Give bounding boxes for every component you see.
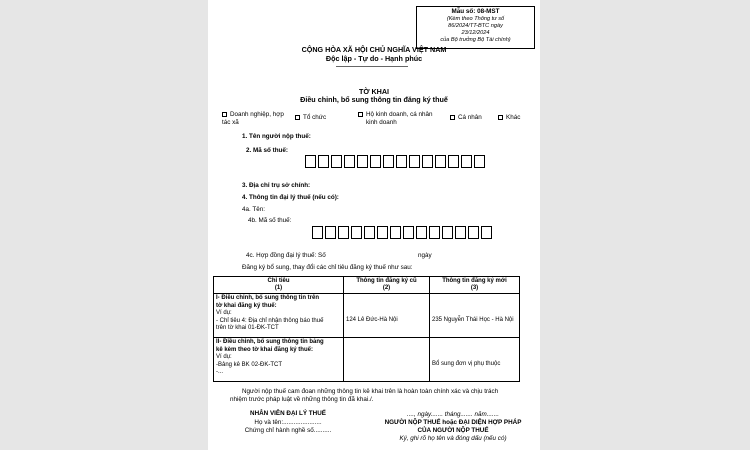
table-cell[interactable]: Bổ sung đơn vị phụ thuộc (430, 338, 520, 382)
digit-cell[interactable] (481, 226, 492, 239)
table-row (214, 338, 520, 382)
checkbox-icon[interactable] (450, 115, 455, 120)
digit-cell[interactable] (396, 155, 407, 168)
digit-cell[interactable] (461, 155, 472, 168)
digit-cell[interactable] (377, 226, 388, 239)
field-taxpayer-name: 1. Tên người nộp thuế: (242, 133, 311, 140)
signature-note: Ký, ghi rõ họ tên và đóng dấu (nếu có) (399, 435, 507, 442)
table-header-row (214, 277, 520, 294)
checkbox-icon[interactable] (295, 115, 300, 120)
field-agent-name: 4a. Tên: (242, 206, 265, 213)
digit-cell[interactable] (370, 155, 381, 168)
digit-cell[interactable] (455, 226, 466, 239)
form-note-line: 86/2024/TT-BTC ngày (448, 23, 503, 29)
digit-cell[interactable] (305, 155, 316, 168)
digit-cell[interactable] (338, 226, 349, 239)
form-note-line: (Kèm theo Thông tư số (446, 16, 505, 22)
digit-cell[interactable] (325, 226, 336, 239)
country-heading: CỘNG HÒA XÃ HỘI CHỦ NGHĨA VIỆT NAM (301, 45, 447, 54)
field-agent-tax-code: 4b. Mã số thuế: (248, 217, 292, 224)
checkbox-other[interactable]: Khác (498, 114, 520, 122)
digit-cell[interactable] (357, 155, 368, 168)
checkbox-organization[interactable]: Tổ chức (295, 114, 326, 122)
digit-cell[interactable] (435, 155, 446, 168)
table-header: Chỉ tiêu (1) (214, 277, 344, 294)
digit-cell[interactable] (429, 226, 440, 239)
table-cell[interactable]: 235 Nguyễn Thái Học - Hà Nội (430, 294, 520, 338)
digit-cell[interactable] (344, 155, 355, 168)
table-cell: I- Điều chỉnh, bổ sung thông tin trên tờ khai đăng ký thuế: Ví dụ: - Chỉ tiêu 4: Địa chỉ nhận thông báo thuế trên tờ khai 01-ĐK-TCT (214, 294, 344, 338)
digit-cell[interactable] (351, 226, 362, 239)
checkbox-icon[interactable] (498, 115, 503, 120)
digit-cell[interactable] (331, 155, 342, 168)
form-note-line: của Bộ trưởng Bộ Tài chính) (440, 37, 511, 43)
tax-form-page (208, 0, 540, 450)
digit-cell[interactable] (474, 155, 485, 168)
table-cell: II- Điều chỉnh, bổ sung thông tin bảng kê kèm theo tờ khai đăng ký thuế: Ví dụ: -Bảng kê BK 02-ĐK-TCT -... (214, 338, 344, 382)
declaration: nhiệm trước pháp luật về những thông tin đã khai./. (230, 396, 374, 403)
field-tax-code: 2. Mã số thuế: (246, 147, 288, 154)
form-note-line: 23/12/2024 (461, 30, 490, 36)
digit-cell[interactable] (448, 155, 459, 168)
digit-cell[interactable] (390, 226, 401, 239)
sign-date: ...., ngày....... tháng....... năm....... (407, 411, 499, 418)
taxpayer-representative-title: NGƯỜI NỘP THUẾ hoặc ĐẠI DIỆN HỢP PHÁP (384, 419, 522, 426)
form-number-box (416, 6, 535, 49)
changes-table (213, 276, 520, 382)
table-header: Thông tin đăng ký mới (3) (430, 277, 520, 294)
checkbox-individual[interactable]: Cá nhân (450, 114, 482, 122)
tax-code-input[interactable] (305, 155, 487, 168)
digit-cell[interactable] (416, 226, 427, 239)
checkbox-household-business[interactable]: Hộ kinh doanh, cá nhân (358, 111, 433, 119)
digit-cell[interactable] (383, 155, 394, 168)
checkbox-label-line2: kinh doanh (366, 119, 397, 126)
digit-cell[interactable] (468, 226, 479, 239)
table-cell[interactable] (344, 338, 430, 382)
digit-cell[interactable] (364, 226, 375, 239)
declaration: Người nộp thuế cam đoan những thông tin kê khai trên là hoàn toàn chính xác và chịu trách (242, 388, 499, 395)
digit-cell[interactable] (442, 226, 453, 239)
form-title: TỜ KHAI (358, 87, 390, 96)
checkbox-icon[interactable] (358, 112, 363, 117)
checkbox-icon[interactable] (222, 112, 227, 117)
agent-tax-code-input[interactable] (312, 226, 494, 239)
field-head-office-address: 3. Địa chỉ trụ sở chính: (242, 182, 311, 189)
motto: Độc lập - Tự do - Hạnh phúc (325, 54, 423, 63)
digit-cell[interactable] (422, 155, 433, 168)
table-cell[interactable]: 124 Lê Đức-Hà Nội (344, 294, 430, 338)
table-header: Thông tin đăng ký cũ (2) (344, 277, 430, 294)
agent-staff-name: Họ và tên:...................... (254, 419, 322, 426)
field-agent-contract: 4c. Hợp đồng đại lý thuế: Số (246, 252, 326, 259)
agent-staff-title: NHÂN VIÊN ĐẠI LÝ THUẾ (250, 410, 326, 417)
digit-cell[interactable] (318, 155, 329, 168)
agent-staff-certificate: Chứng chỉ hành nghề số.......... (244, 427, 332, 434)
digit-cell[interactable] (403, 226, 414, 239)
motto-underline (336, 66, 408, 67)
taxpayer-representative-title: CỦA NGƯỜI NỘP THUẾ (417, 427, 489, 434)
checkbox-label-line2: tác xã (222, 119, 239, 126)
table-intro: Đăng ký bổ sung, thay đổi các chỉ tiêu đăng ký thuế như sau: (242, 264, 413, 271)
field-agent-contract-date: ngày (418, 252, 432, 259)
form-subtitle: Điều chỉnh, bổ sung thông tin đăng ký thuế (300, 95, 448, 104)
field-tax-agent-info: 4. Thông tin đại lý thuế (nếu có): (242, 194, 339, 201)
form-number: Mẫu số: 08-MST (451, 8, 500, 15)
checkbox-enterprise[interactable]: Doanh nghiệp, hợp (222, 111, 284, 119)
digit-cell[interactable] (409, 155, 420, 168)
table-row (214, 294, 520, 338)
digit-cell[interactable] (312, 226, 323, 239)
